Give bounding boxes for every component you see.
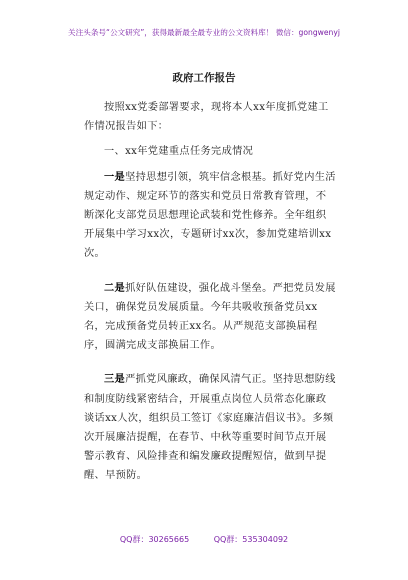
item-text-1: 坚持思想引领，筑牢信念根基。抓好党内生活规定动作、规定环节的落实和党员日常教育管理，不断深化支部党员思想理论武装和党性修养。全年组织开展集中学习xx次，专题研讨xx次，参加党建培训xx次。 xyxy=(84,171,336,260)
item-text-3: 严抓党风廉政，确保风清气正。坚持思想防线和制度防线紧密结合，开展重点岗位人员常态化廉政谈话xx人次，组织员工签订《家庭廉洁倡议书》。多频次开展廉洁提醒，在春节、中秋等重要时间节点开展警示教育、风险排查和编发廉政提醒短信，做到早提醒、早预防。 xyxy=(84,374,336,482)
intro-paragraph: 按照xx党委部署要求，现将本人xx年度抓党建工作情况报告如下： xyxy=(84,102,329,133)
document-title: 政府工作报告 xyxy=(172,72,236,84)
item-lead-2: 二是 xyxy=(104,281,126,294)
footer-contacts xyxy=(0,534,408,545)
item-lead-1: 一是 xyxy=(104,170,126,183)
item-text-2: 抓好队伍建设，强化战斗堡垒。严把党员发展关口，确保党员发展质量。今年共吸收预备党员xx名，完成预备党员转正xx名。从严规范支部换届程序，圆满完成支部换届工作。 xyxy=(84,282,336,352)
item-paragraph-3 xyxy=(84,370,336,485)
footer-qq-group-1: QQ群：30265665 xyxy=(119,535,190,544)
section-heading: 一、xx年党建重点任务完成情况 xyxy=(104,146,254,158)
header-notice: 关注头条号“公文研究”，获得最新最全最专业的公文资料库！ 微信：gongwenyj xyxy=(68,28,340,37)
item-paragraph-2 xyxy=(84,279,336,356)
item-paragraph-1 xyxy=(84,168,336,264)
item-lead-3: 三是 xyxy=(104,373,126,386)
document-body xyxy=(84,98,336,486)
footer-qq-group-2: QQ群：535304092 xyxy=(213,535,289,544)
